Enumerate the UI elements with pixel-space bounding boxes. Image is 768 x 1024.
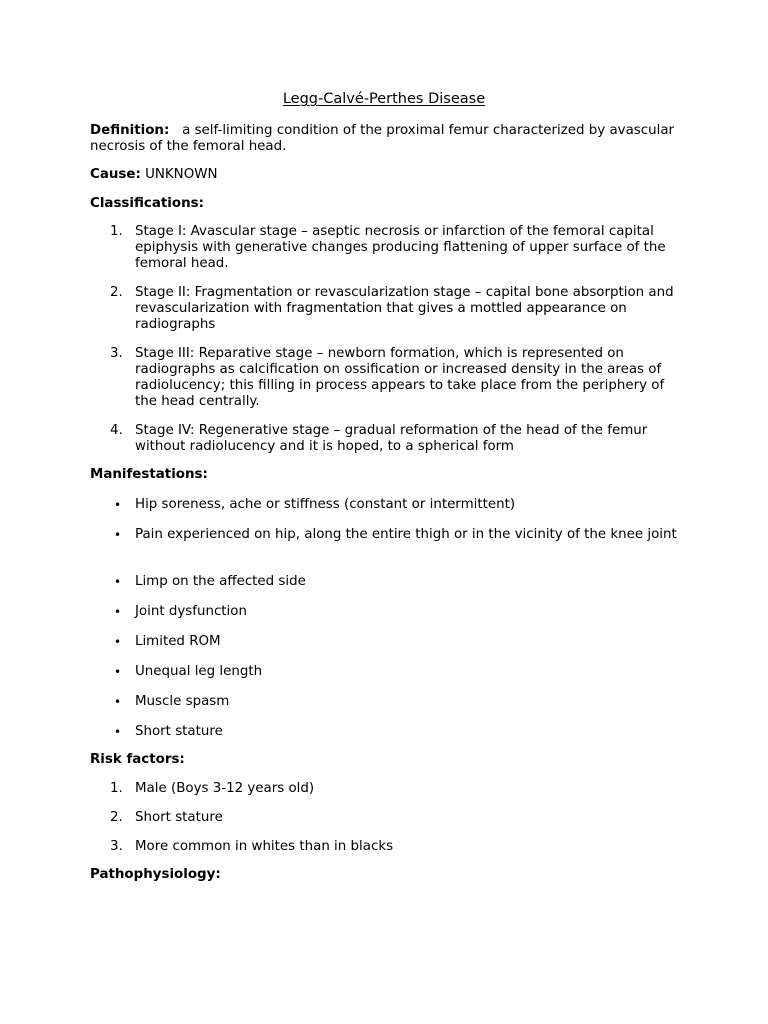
manifestation-item: [114, 574, 680, 590]
manifestation-text: Limited ROM: [135, 634, 221, 649]
manifestation-text: Pain experienced on hip, along the entire thigh or in the vicinity of the knee joint: [135, 527, 677, 542]
risk-factor-text: More common in whites than in blacks: [135, 839, 394, 854]
classification-text: Stage IV: Regenerative stage – gradual reformation of the head of the femur without radiolucency and it is hoped, to a spherical form: [135, 423, 648, 454]
bullet-icon: •: [114, 498, 122, 512]
manifestation-item: [114, 724, 680, 740]
manifestation-item: [114, 604, 680, 620]
cause-paragraph: [90, 167, 680, 183]
classifications-heading: Classifications:: [90, 196, 204, 211]
bullet-icon: •: [114, 575, 122, 589]
list-number: 3.: [110, 839, 123, 854]
definition-text: a self-limiting condition of the proximal femur characterized by avascular necrosis of the femoral head.: [90, 123, 675, 154]
risk-factor-text: Short stature: [135, 810, 223, 825]
risk-factor-item: [110, 839, 680, 855]
classification-text: Stage III: Reparative stage – newborn formation, which is represented on radiographs as calcification on ossification or increased density in the areas of radiolucency; this filling in process appears to take place from the periphery of the head centrally.: [135, 346, 665, 409]
classification-item: [110, 285, 680, 333]
classification-text: Stage I: Avascular stage – aseptic necrosis or infarction of the femoral capital epiphysis with generative changes producing flattening of upper surface of the femoral head.: [135, 224, 666, 271]
manifestation-text: Joint dysfunction: [135, 604, 247, 619]
list-number: 4.: [110, 423, 123, 438]
bullet-icon: •: [114, 695, 122, 709]
risk-factor-item: [110, 781, 680, 797]
definition-label: Definition:: [90, 123, 170, 138]
list-number: 3.: [110, 346, 123, 361]
manifestation-item: [114, 497, 680, 513]
definition-paragraph: [90, 123, 680, 155]
bullet-icon: •: [114, 605, 122, 619]
risk-factor-text: Male (Boys 3-12 years old): [135, 781, 315, 796]
manifestation-item: [114, 694, 680, 710]
classification-item: [110, 224, 680, 272]
manifestation-text: Hip soreness, ache or stiffness (constant or intermittent): [135, 497, 516, 512]
bullet-icon: •: [114, 725, 122, 739]
cause-label: Cause:: [90, 167, 141, 182]
risk-factor-item: [110, 810, 680, 826]
manifestation-item: [114, 634, 680, 650]
manifestations-heading: Manifestations:: [90, 467, 208, 482]
list-number: 2.: [110, 810, 123, 825]
classification-item: [110, 346, 680, 410]
classification-item: [110, 423, 680, 455]
list-number: 1.: [110, 224, 123, 239]
bullet-icon: •: [114, 528, 122, 542]
document-title: Legg-Calvé-Perthes Disease: [282, 91, 486, 107]
manifestation-item: [114, 527, 680, 543]
bullet-icon: •: [114, 665, 122, 679]
bullet-icon: •: [114, 635, 122, 649]
pathophysiology-heading: Pathophysiology:: [90, 867, 221, 882]
manifestation-text: Unequal leg length: [135, 664, 263, 679]
risk-factors-heading: Risk factors:: [90, 752, 185, 767]
cause-text: UNKNOWN: [145, 167, 218, 182]
manifestation-item: [114, 664, 680, 680]
list-number: 2.: [110, 285, 123, 300]
classification-text: Stage II: Fragmentation or revascularization stage – capital bone absorption and revascularization with fragmentation that gives a mottled appearance on radiographs: [135, 285, 674, 332]
manifestation-text: Muscle spasm: [135, 694, 230, 709]
manifestation-text: Short stature: [135, 724, 223, 739]
list-number: 1.: [110, 781, 123, 796]
manifestation-text: Limp on the affected side: [135, 574, 306, 589]
